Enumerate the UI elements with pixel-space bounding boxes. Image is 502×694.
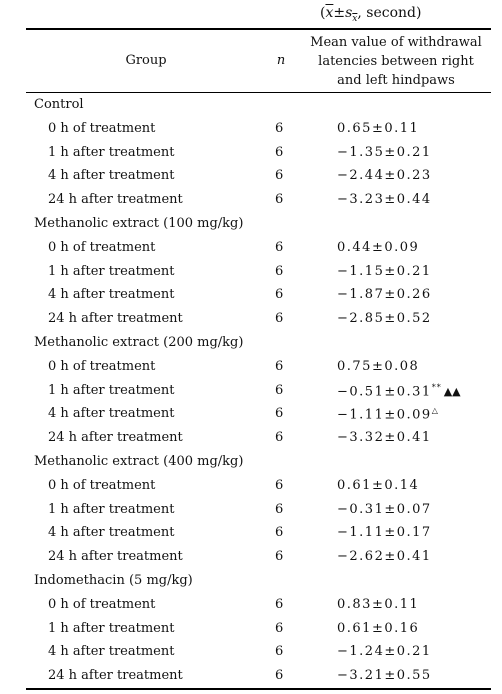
header-group: Group xyxy=(125,53,167,68)
timepoint-label: 4 h after treatment xyxy=(48,287,175,303)
group-label: Methanolic extract (100 mg/kg) xyxy=(34,215,244,231)
mean-value-cell xyxy=(337,145,432,160)
header-mean xyxy=(300,33,492,90)
group-label: Methanolic extract (200 mg/kg) xyxy=(34,334,244,350)
mean-value-cell xyxy=(337,597,419,612)
table-row xyxy=(0,142,502,166)
group-label: Indomethacin (5 mg/kg) xyxy=(34,572,193,588)
mean-value: 0.61±0.14 xyxy=(337,477,420,493)
table-row xyxy=(0,261,502,285)
timepoint-label: 24 h after treatment xyxy=(48,668,183,684)
mean-value: −2.44±0.23 xyxy=(337,168,432,184)
group-row xyxy=(0,570,502,594)
n-cell: 6 xyxy=(275,668,284,684)
group-row xyxy=(0,94,502,118)
mean-value: −2.62±0.41 xyxy=(337,549,432,565)
mean-value: 0.65±0.11 xyxy=(337,120,420,136)
mean-value: −1.24±0.21 xyxy=(337,644,432,660)
mean-value: −3.23±0.44 xyxy=(337,192,432,208)
n-cell: 6 xyxy=(275,144,284,160)
mean-value-cell xyxy=(337,383,461,399)
mean-value: −2.85±0.52 xyxy=(337,311,432,327)
group-row xyxy=(0,332,502,356)
table-row xyxy=(0,641,502,665)
timepoint-label: 1 h after treatment xyxy=(48,501,175,517)
table-row xyxy=(0,165,502,189)
timepoint-label: 1 h after treatment xyxy=(48,144,175,160)
table-row xyxy=(0,427,502,451)
table-top-rule xyxy=(26,28,491,30)
mean-value: −3.21±0.55 xyxy=(337,668,432,684)
mean-value-cell xyxy=(337,406,439,422)
n-cell: 6 xyxy=(275,525,284,541)
mean-value-cell xyxy=(337,668,432,683)
mean-value-cell xyxy=(337,621,419,636)
mean-value: −3.32±0.41 xyxy=(337,430,432,446)
timepoint-label: 4 h after treatment xyxy=(48,644,175,660)
n-cell: 6 xyxy=(275,358,284,374)
comparison-marker: ▲▲ xyxy=(443,384,461,398)
n-cell: 6 xyxy=(275,549,284,565)
mean-value: 0.83±0.11 xyxy=(337,596,420,612)
timepoint-label: 24 h after treatment xyxy=(48,192,183,208)
mean-value-cell xyxy=(337,168,432,183)
mean-value-cell xyxy=(337,311,432,326)
table-row xyxy=(0,380,502,404)
mean-value: −1.35±0.21 xyxy=(337,144,432,160)
timepoint-label: 24 h after treatment xyxy=(48,430,183,446)
timepoint-label: 4 h after treatment xyxy=(48,406,175,422)
mean-value: −1.11±0.09 xyxy=(337,407,432,423)
mean-value-cell xyxy=(337,549,432,564)
mean-value-cell xyxy=(337,359,419,374)
mean-value-cell xyxy=(337,478,419,493)
timepoint-label: 1 h after treatment xyxy=(48,620,175,636)
mean-symbol: $\overline{x}$ xyxy=(325,5,334,21)
table-header-rule xyxy=(26,92,491,93)
significance-marker: △ xyxy=(431,406,439,416)
mean-value-cell xyxy=(337,264,432,279)
table-row xyxy=(0,118,502,142)
table-row xyxy=(0,189,502,213)
mean-value: 0.44±0.09 xyxy=(337,239,420,255)
mean-value: −1.87±0.26 xyxy=(337,287,432,303)
timepoint-label: 4 h after treatment xyxy=(48,525,175,541)
timepoint-label: 24 h after treatment xyxy=(48,311,183,327)
units-caption xyxy=(320,5,421,24)
n-cell: 6 xyxy=(275,382,284,398)
mean-value-cell xyxy=(337,644,432,659)
timepoint-label: 0 h of treatment xyxy=(48,596,156,612)
timepoint-label: 1 h after treatment xyxy=(48,263,175,279)
n-cell: 6 xyxy=(275,596,284,612)
group-label: Control xyxy=(34,97,84,112)
mean-value: −1.15±0.21 xyxy=(337,263,432,279)
n-cell: 6 xyxy=(275,192,284,208)
timepoint-label: 0 h of treatment xyxy=(48,120,156,136)
n-cell: 6 xyxy=(275,120,284,136)
significance-marker: ** xyxy=(431,382,442,392)
mean-value-cell xyxy=(337,192,432,207)
table-row xyxy=(0,499,502,523)
n-cell: 6 xyxy=(275,477,284,493)
mean-value: −0.31±0.07 xyxy=(337,501,432,517)
sem-symbol: s xyxy=(345,5,353,21)
n-cell: 6 xyxy=(275,287,284,303)
table-row xyxy=(0,403,502,427)
table-row xyxy=(0,522,502,546)
timepoint-label: 4 h after treatment xyxy=(48,168,175,184)
header-n: n xyxy=(276,53,286,68)
timepoint-label: 0 h of treatment xyxy=(48,477,156,493)
table-row xyxy=(0,284,502,308)
unit-text: , second) xyxy=(357,5,422,21)
table-row xyxy=(0,475,502,499)
mean-value-cell xyxy=(337,430,432,445)
timepoint-label: 0 h of treatment xyxy=(48,239,156,255)
table-row xyxy=(0,308,502,332)
n-cell: 6 xyxy=(275,644,284,660)
table-body xyxy=(0,94,502,689)
n-cell: 6 xyxy=(275,311,284,327)
table-row xyxy=(0,665,502,689)
mean-value: −1.11±0.17 xyxy=(337,525,432,541)
pm-symbol: ± xyxy=(333,5,346,21)
n-cell: 6 xyxy=(275,620,284,636)
timepoint-label: 24 h after treatment xyxy=(48,549,183,565)
header-mean-line3: and left hindpaws xyxy=(337,73,455,88)
timepoint-label: 0 h of treatment xyxy=(48,358,156,374)
timepoint-label: 1 h after treatment xyxy=(48,382,175,398)
table-row xyxy=(0,546,502,570)
table-row xyxy=(0,594,502,618)
n-cell: 6 xyxy=(275,501,284,517)
table-row xyxy=(0,618,502,642)
group-row xyxy=(0,451,502,475)
n-cell: 6 xyxy=(275,239,284,255)
table-row xyxy=(0,237,502,261)
mean-value: 0.75±0.08 xyxy=(337,358,420,374)
mean-value: 0.61±0.16 xyxy=(337,620,420,636)
mean-value-cell xyxy=(337,525,432,540)
mean-value-cell xyxy=(337,502,432,517)
n-cell: 6 xyxy=(275,168,284,184)
mean-value-cell xyxy=(337,287,432,302)
n-cell: 6 xyxy=(275,430,284,446)
n-cell: 6 xyxy=(275,263,284,279)
n-cell: 6 xyxy=(275,406,284,422)
header-mean-line1: Mean value of withdrawal xyxy=(310,35,482,50)
table-bottom-rule xyxy=(26,688,491,690)
group-row xyxy=(0,213,502,237)
sem-subscript: x xyxy=(352,13,358,24)
group-label: Methanolic extract (400 mg/kg) xyxy=(34,453,244,469)
mean-value: −0.51±0.31 xyxy=(337,383,432,399)
units-open: ( xyxy=(320,5,326,21)
mean-value-cell xyxy=(337,240,419,255)
table-row xyxy=(0,356,502,380)
mean-value-cell xyxy=(337,121,419,136)
header-mean-line2: latencies between right xyxy=(318,54,474,69)
